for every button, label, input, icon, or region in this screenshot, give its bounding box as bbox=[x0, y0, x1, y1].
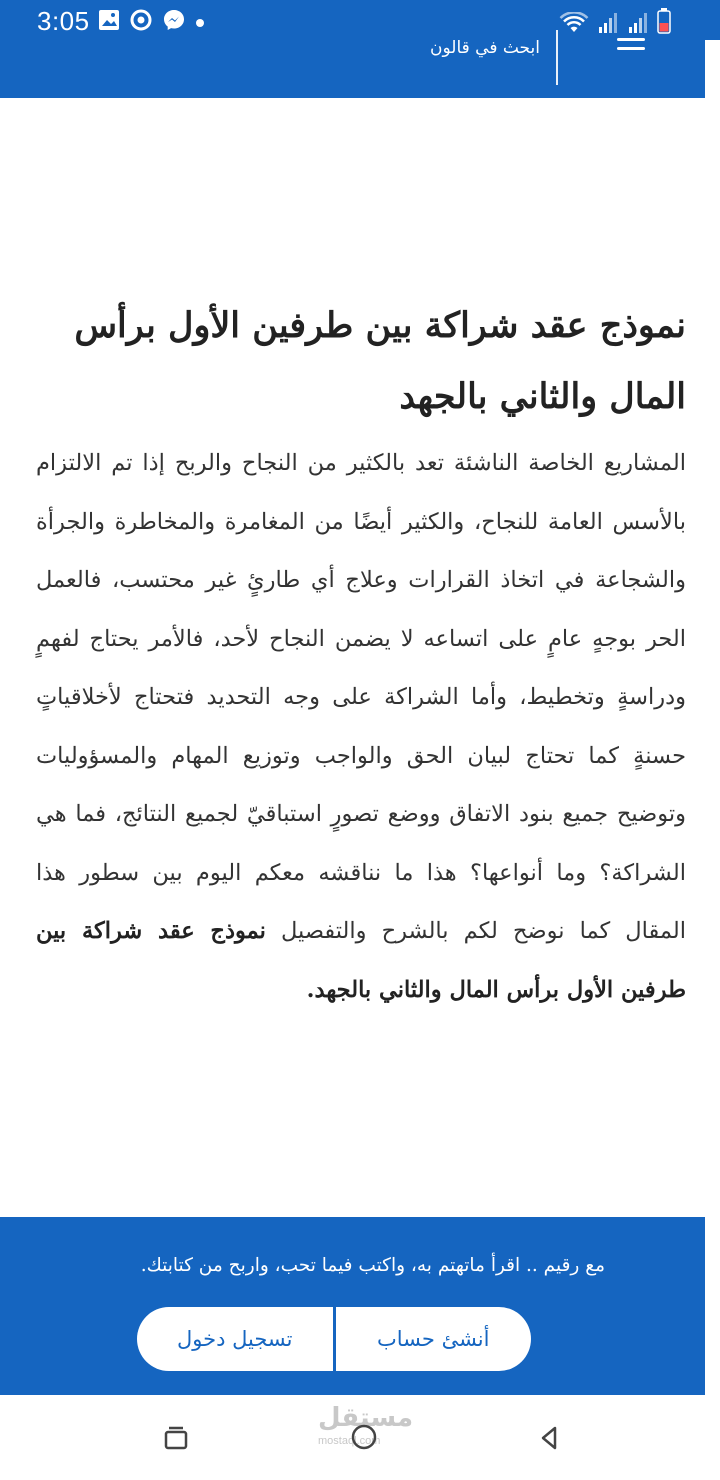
battery-icon bbox=[657, 8, 671, 38]
watermark-logo: مستقل bbox=[318, 1403, 414, 1433]
auth-buttons bbox=[137, 1307, 531, 1371]
signal-icon-2 bbox=[627, 12, 649, 38]
messenger-icon bbox=[162, 8, 186, 36]
signup-banner bbox=[0, 1217, 705, 1395]
notification-icons bbox=[98, 8, 205, 36]
wifi-icon bbox=[559, 12, 589, 38]
search-link[interactable]: ابحث في قالون bbox=[430, 38, 540, 58]
sync-icon bbox=[129, 8, 153, 36]
home-icon[interactable] bbox=[350, 1423, 378, 1455]
article-body bbox=[36, 434, 686, 1019]
create-account-button[interactable]: أنشئ حساب bbox=[377, 1327, 490, 1351]
header-divider bbox=[556, 30, 558, 85]
system-status-icons bbox=[559, 8, 671, 38]
image-icon bbox=[98, 9, 120, 35]
watermark-url: mostaql.com bbox=[318, 1435, 381, 1447]
article-title: نموذج عقد شراكة بين طرفين الأول برأس المال والثاني بالجهد bbox=[74, 305, 686, 417]
hamburger-menu-icon[interactable] bbox=[617, 38, 645, 58]
back-icon[interactable] bbox=[538, 1425, 560, 1455]
navigation-bar bbox=[0, 1395, 720, 1480]
article bbox=[36, 290, 686, 1019]
recent-apps-icon[interactable] bbox=[163, 1425, 189, 1455]
login-button[interactable]: تسجيل دخول bbox=[177, 1327, 293, 1351]
status-time: 3:05 bbox=[37, 6, 90, 36]
dot-icon bbox=[195, 13, 205, 32]
article-body-text: المشاريع الخاصة الناشئة تعد بالكثير من النجاح والربح إذا تم الالتزام بالأسس العامة للنجاح، والكثير أيضًا من المغامرة والمخاطرة والجرأة والشجاعة في اتخاذ القرارات وعلاج أي طارئٍ غير محتسب، فالعمل الحر بوجهٍ عامٍ على اتساعه لا يضمن النجاح لأحد، فالأمر يحتاج لفهمٍ ودراسةٍ وتخطيط، وأما الشراكة على وجه التحديد فتحتاج لأخلاقياتٍ حسنةٍ كما تحتاج لبيان الحق والواجب وتوزيع المهام والمسؤوليات وتوضيح جميع بنود الاتفاق ووضع تصورٍ استباقيّ لجميع النتائج، فما هي الشراكة؟ وما أنواعها؟ هذا ما نناقشه معكم اليوم بين سطور هذا المقال كما نوضح لكم بالشرح والتفصيل bbox=[36, 450, 686, 944]
signal-icon bbox=[597, 12, 619, 38]
status-bar-edge bbox=[705, 0, 720, 40]
app-header bbox=[0, 0, 705, 98]
banner-tagline: مع رقيم .. اقرأ ماتهتم به، واكتب فيما تحب، واربح من كتابتك. bbox=[140, 1255, 605, 1276]
article-body-bold: نموذج عقد شراكة بين طرفين الأول برأس المال والثاني بالجهد. bbox=[36, 918, 686, 1003]
auth-separator bbox=[333, 1307, 336, 1371]
